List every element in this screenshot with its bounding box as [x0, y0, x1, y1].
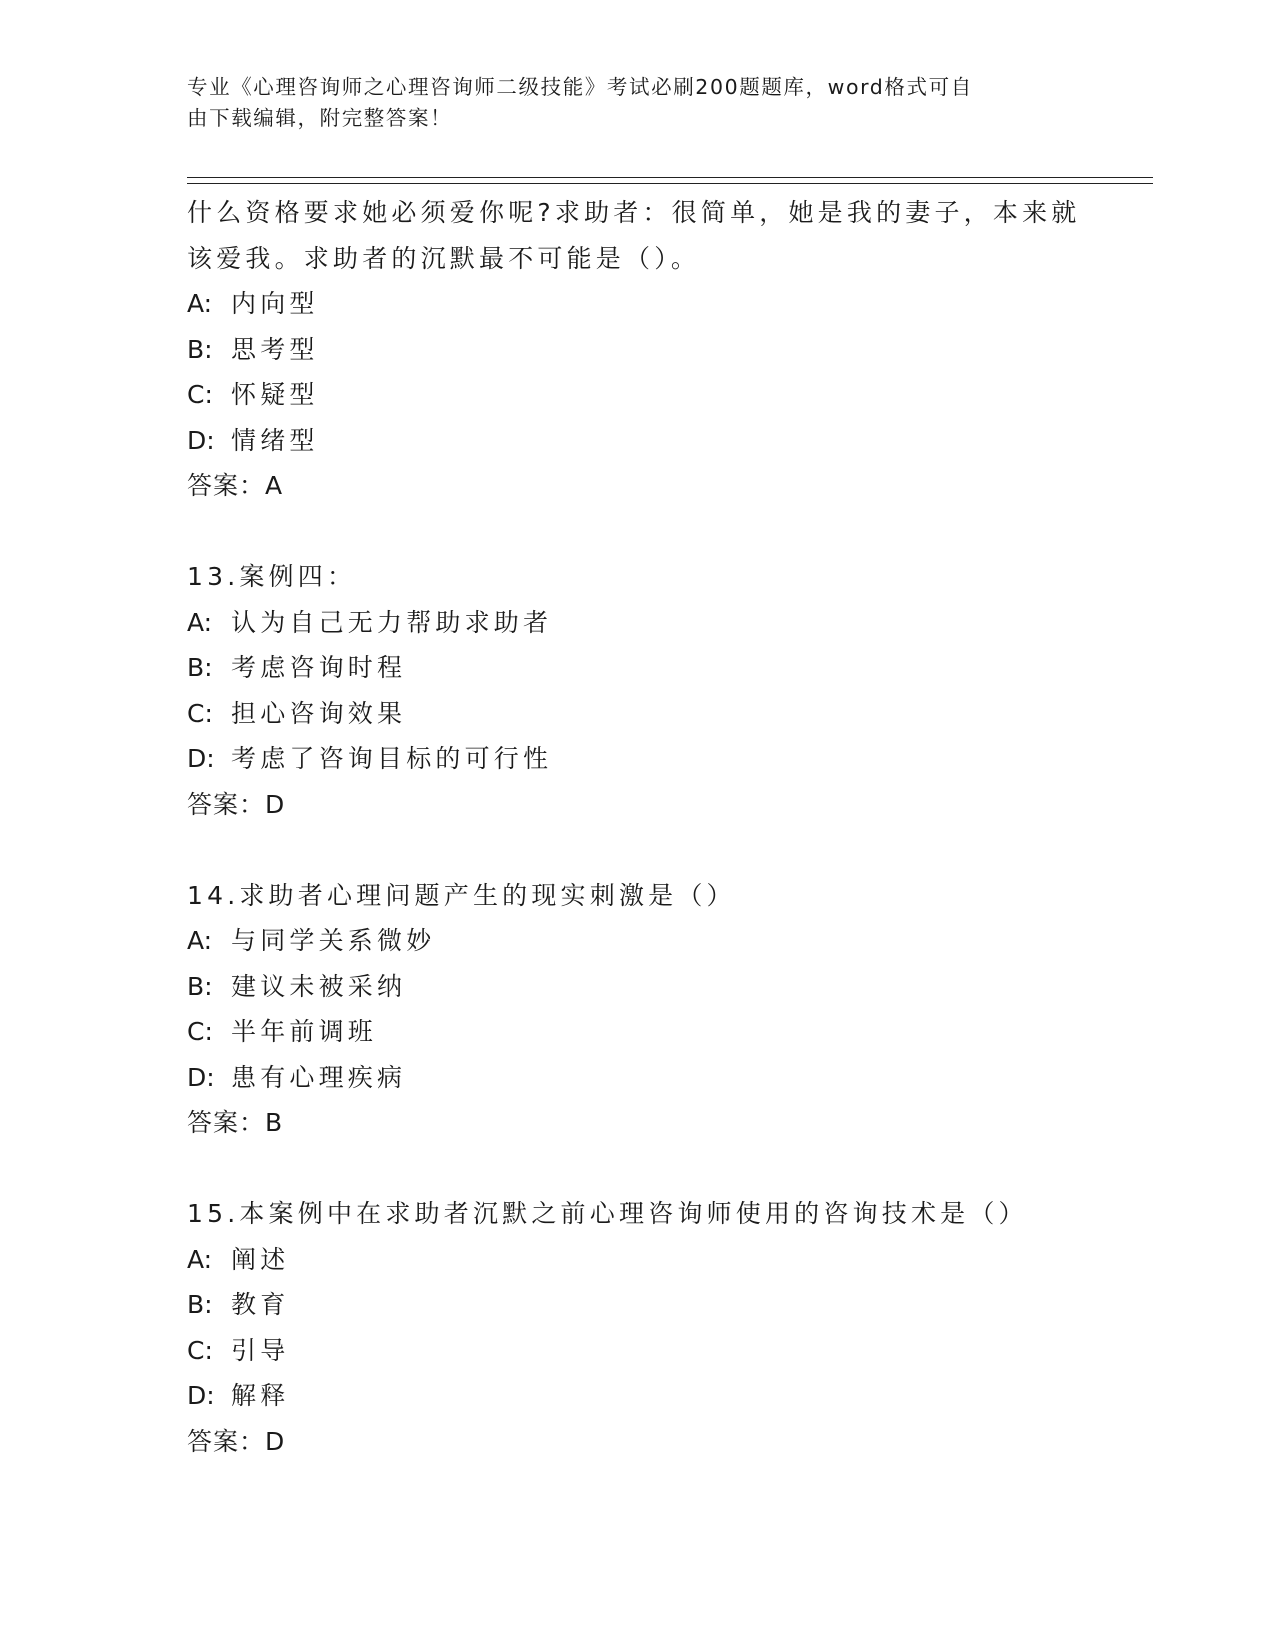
- option-text: 怀疑型: [231, 380, 319, 409]
- question-block-continued: [187, 190, 1107, 509]
- answer-line: 答案：B: [187, 1108, 284, 1137]
- option-letter: B:: [187, 334, 213, 364]
- answer-line: 答案：A: [187, 471, 284, 500]
- option-a: [187, 1237, 1107, 1283]
- option-letter: A:: [187, 1244, 213, 1274]
- option-text: 患有心理疾病: [231, 1062, 407, 1092]
- option-text: 担心咨询效果: [231, 698, 407, 728]
- option-letter: D:: [187, 744, 215, 773]
- document-header: [187, 72, 1087, 134]
- answer-line: 答案：D: [187, 1426, 286, 1456]
- option-b: [187, 1282, 1107, 1328]
- option-d: [187, 1373, 1107, 1419]
- option-letter: D:: [187, 425, 215, 455]
- option-d: [187, 736, 1107, 782]
- question-block-13: [187, 554, 1107, 827]
- option-letter: D:: [187, 1381, 215, 1410]
- question-stem: 13.案例四：: [187, 562, 357, 591]
- header-divider-top: [187, 177, 1153, 178]
- option-b: [187, 964, 1107, 1010]
- option-b: [187, 645, 1107, 691]
- option-letter: B:: [187, 1290, 213, 1319]
- option-letter: C:: [187, 698, 213, 728]
- spacer: [187, 509, 1107, 555]
- option-letter: D:: [187, 1062, 215, 1092]
- option-letter: B:: [187, 971, 213, 1001]
- option-text: 考虑了咨询目标的可行性: [231, 744, 553, 773]
- option-letter: B:: [187, 653, 213, 682]
- question-stem-line-2: 该爱我。求助者的沉默最不可能是（）。: [187, 243, 701, 273]
- question-stem: 14.求助者心理问题产生的现实刺激是（）: [187, 880, 736, 910]
- option-letter: C:: [187, 1335, 213, 1365]
- option-text: 考虑咨询时程: [231, 653, 407, 682]
- option-letter: A:: [187, 926, 213, 955]
- question-block-14: [187, 873, 1107, 1146]
- option-letter: A:: [187, 289, 213, 318]
- option-c: [187, 1328, 1107, 1374]
- option-text: 解释: [231, 1381, 290, 1410]
- option-text: 建议未被采纳: [231, 971, 407, 1001]
- option-text: 内向型: [231, 289, 319, 318]
- option-text: 半年前调班: [231, 1017, 378, 1046]
- header-divider-bottom: [187, 183, 1153, 184]
- option-text: 思考型: [231, 334, 319, 364]
- option-text: 与同学关系微妙: [231, 926, 436, 955]
- question-block-15: [187, 1191, 1107, 1464]
- option-c: [187, 1009, 1107, 1055]
- question-stem: 15.本案例中在求助者沉默之前心理咨询师使用的咨询技术是（）: [187, 1199, 1028, 1228]
- option-d: [187, 418, 1107, 464]
- option-letter: C:: [187, 1017, 213, 1046]
- option-c: [187, 691, 1107, 737]
- option-text: 引导: [231, 1335, 290, 1365]
- option-text: 教育: [231, 1290, 290, 1319]
- option-letter: C:: [187, 380, 213, 409]
- question-list: [187, 190, 1107, 1464]
- question-stem-line-1: 什么资格要求她必须爱你呢?求助者：很简单，她是我的妻子，本来就: [187, 198, 1081, 227]
- spacer: [187, 827, 1107, 873]
- header-intro-line-1: 专业《心理咨询师之心理咨询师二级技能》考试必刷200题题库，word格式可自: [187, 75, 973, 99]
- option-a: [187, 281, 1107, 327]
- spacer: [187, 1146, 1107, 1192]
- option-c: [187, 372, 1107, 418]
- option-a: [187, 600, 1107, 646]
- option-text: 认为自己无力帮助求助者: [231, 607, 553, 637]
- option-text: 情绪型: [231, 425, 319, 455]
- answer-line: 答案：D: [187, 789, 286, 819]
- header-intro-line-2: 由下载编辑，附完整答案！: [187, 106, 453, 130]
- option-d: [187, 1055, 1107, 1101]
- option-a: [187, 918, 1107, 964]
- option-text: 阐述: [231, 1244, 290, 1274]
- option-letter: A:: [187, 607, 213, 637]
- option-b: [187, 327, 1107, 373]
